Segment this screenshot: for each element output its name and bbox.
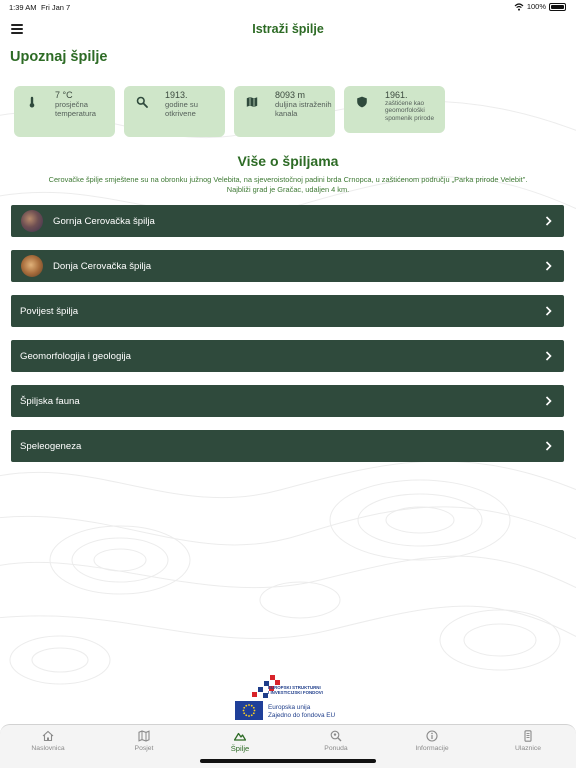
stat-card-length [234, 86, 335, 137]
map-icon [246, 96, 258, 108]
tab-label: Ponuda [324, 745, 348, 752]
eu-funds-line: I INVESTICIJSKI FONDOVI [268, 690, 323, 695]
home-icon [42, 730, 54, 742]
tab-naslovnica[interactable] [0, 730, 96, 752]
battery-icon [549, 3, 566, 11]
battery-percent: 100% [526, 2, 546, 11]
tab-ulaznice[interactable] [480, 730, 576, 752]
page-title: Upoznaj špilje [10, 49, 108, 65]
stat-label: zaštićene kao geomorfološki spomenik prirode [385, 100, 435, 122]
stat-card-temperature [14, 86, 115, 137]
list-item-label: Povijest špilja [20, 305, 79, 317]
stats-row [14, 86, 445, 137]
stat-value: 1913. [165, 90, 188, 100]
list-item-label: Donja Cerovačka špilja [53, 260, 152, 272]
list-item-label: Speleogeneza [20, 440, 82, 452]
eu-flag-icon [235, 701, 263, 720]
list-item-label: Gornja Cerovačka špilja [53, 215, 155, 227]
tab-label: Posjet [134, 745, 154, 752]
eu-union-line: Zajedno do fondova EU [268, 712, 336, 719]
list-item-label: Špiljska fauna [20, 395, 80, 407]
search-location-icon [330, 730, 342, 742]
stat-card-discovered [124, 86, 225, 137]
home-indicator [200, 759, 376, 763]
map-icon [138, 730, 150, 742]
tab-ponuda[interactable] [288, 730, 384, 752]
thermometer-icon [26, 96, 38, 108]
cave-topics-list [11, 205, 564, 475]
status-date: Fri Jan 7 [41, 3, 71, 12]
chevron-right-icon [545, 396, 552, 406]
list-item-speleogeneza[interactable] [11, 430, 564, 462]
list-item-donja-cerovacka[interactable] [11, 250, 564, 282]
tab-label: Naslovnica [31, 745, 65, 752]
battery-level [551, 5, 564, 9]
chevron-right-icon [545, 261, 552, 271]
tab-informacije[interactable] [384, 730, 480, 752]
chevron-right-icon [545, 351, 552, 361]
mountain-icon [234, 730, 246, 742]
tab-label: Informacije [415, 745, 449, 752]
section-title: Više o špiljama [237, 153, 339, 169]
eu-union-line: Europska unija [268, 704, 311, 711]
status-time: 1:39 AM [9, 3, 37, 12]
stat-label: duljina istraženih kanala [275, 100, 332, 118]
stat-label: prosječna temperatura [55, 100, 96, 118]
status-bar [0, 0, 576, 14]
cave-thumbnail [21, 210, 43, 232]
shield-icon [356, 96, 368, 108]
search-icon [136, 96, 148, 108]
wifi-icon [514, 3, 524, 11]
list-item-gornja-cerovacka[interactable] [11, 205, 564, 237]
section-description-line: Najbliži grad je Gračac, udaljen 4 km. [226, 184, 350, 194]
list-item-fauna[interactable] [11, 385, 564, 417]
stat-card-protected [344, 86, 445, 133]
section-description-line: Cerovačke špilje smještene su na obronku južnog Velebita, na sjeveroistočnoj padini brda Crnopca, u zaštićenom području „Parka prirode Velebit". [48, 175, 528, 184]
chevron-right-icon [545, 441, 552, 451]
stat-value: 7 °C [55, 90, 73, 100]
eu-funds-text [268, 685, 323, 695]
info-icon [426, 730, 438, 742]
eu-union-text [268, 704, 335, 720]
list-item-label: Geomorfologija i geologija [20, 350, 131, 362]
stat-label: godine su otkrivene [165, 100, 198, 118]
section-description [12, 175, 564, 194]
chevron-right-icon [545, 216, 552, 226]
stat-value: 8093 m [275, 90, 306, 100]
app-title: Istraži špilje [252, 22, 324, 36]
chevron-right-icon [545, 306, 552, 316]
ticket-icon [522, 730, 534, 742]
tab-posjet[interactable] [96, 730, 192, 752]
list-item-povijest[interactable] [11, 295, 564, 327]
cave-thumbnail [21, 255, 43, 277]
eu-funds-line: EUROPSKI STRUKTURNI [268, 685, 321, 690]
stat-value: 1961. [385, 90, 408, 100]
tab-spilje[interactable] [192, 730, 288, 753]
tab-label: Ulaznice [514, 745, 542, 752]
tab-label: Špilje [230, 744, 250, 753]
list-item-geomorfologija[interactable] [11, 340, 564, 372]
status-indicators [514, 2, 566, 11]
